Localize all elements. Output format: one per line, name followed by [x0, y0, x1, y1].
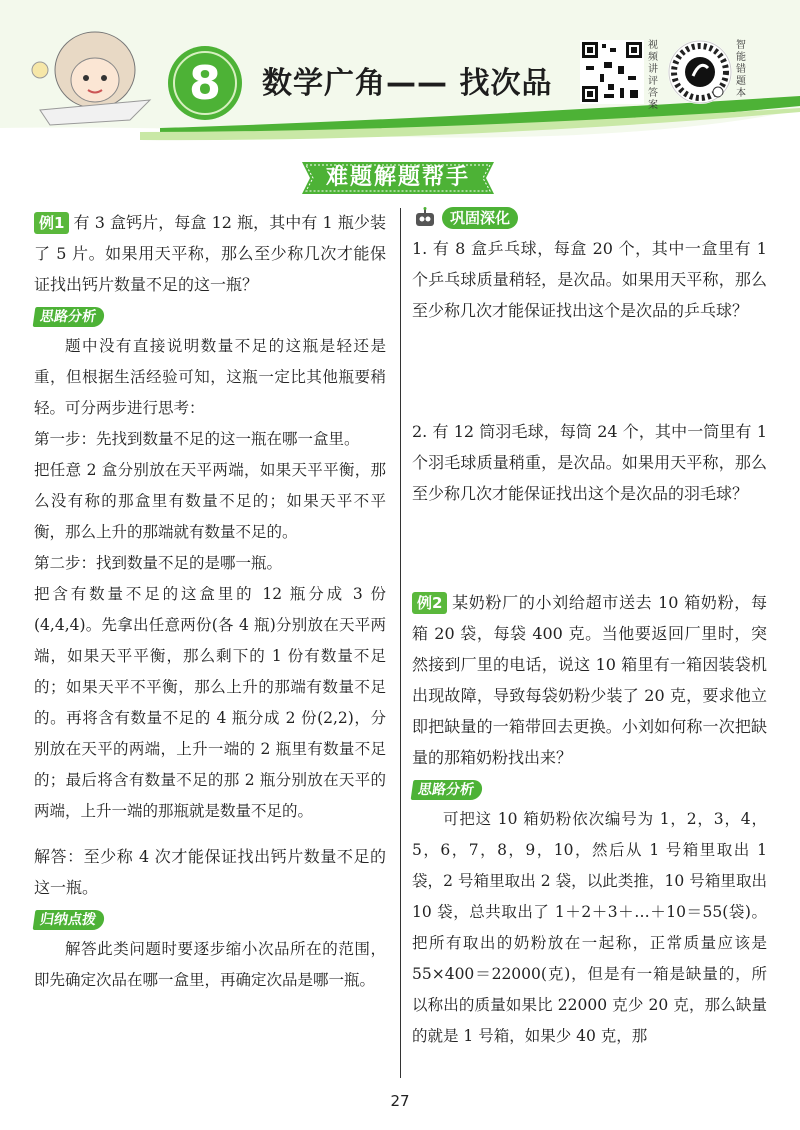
consolidate-label: 巩固深化	[442, 207, 518, 229]
qr-video-label: 视频讲评答案	[648, 40, 658, 111]
chapter-number: 8	[188, 56, 221, 110]
qr-code-wrongbook[interactable]	[668, 40, 732, 104]
chapter-header	[0, 0, 800, 145]
analysis-step-2: 第二步：找到数量不足的是哪一瓶。	[34, 554, 283, 572]
question-2: 2. 有 12 筒羽毛球，每筒 24 个，其中一筒里有 1 个羽毛球质量稍重，是次品。如果用天平称，那么至少称几次才能保证找出这个是次品的羽毛球？	[412, 422, 767, 503]
round-qr-code-icon	[668, 40, 732, 104]
summary-label: 归纳点拨	[33, 910, 106, 930]
consolidate-header	[412, 207, 767, 229]
right-column	[412, 207, 767, 1052]
example-1-text: 有 3 盒钙片，每盒 12 瓶，其中有 1 瓶少装了 5 片。如果用天平称，那么至少称几次才能保证找出钙片数量不足的这一瓶？	[34, 213, 386, 294]
column-divider	[400, 208, 401, 1078]
summary-text: 解答此类问题时要逐步缩小次品所在的范围，即先确定次品在哪一盒里，再确定次品是哪一瓶。	[34, 940, 386, 989]
qr-wrongbook-label: 智能错题本	[736, 40, 746, 99]
left-column	[34, 207, 386, 996]
example-1	[34, 207, 386, 300]
example-1-tag: 例1	[34, 212, 69, 234]
section-banner	[296, 158, 500, 198]
section-banner-title: 难题解题帮手	[325, 165, 470, 190]
example-2-text: 某奶粉厂的小刘给超市送去 10 箱奶粉，每箱 20 袋，每袋 400 克。当他要返回厂里时，突然接到厂里的电话，说这 10 箱里有一箱因装袋机出现故障，导致每袋奶粉少装了 20 克，要求他立即把缺量的一箱带回去更换。小刘如何称一次把缺量的那箱奶粉找出来？	[412, 593, 767, 767]
example-2-tag: 例2	[412, 592, 447, 614]
qr-code-video[interactable]	[580, 40, 644, 104]
analysis-step-2-detail: 把含有数量不足的这盒里的 12 瓶分成 3 份(4,4,4)。先拿出任意两份(各 4 瓶)分别放在天平两端，如果天平平衡，那么剩下的 1 份有数量不足的；如果天平不平衡，那么上升的那端有数量不足的。再将含有数量不足的 4 瓶分成 2 份(2,2)，分别放在天平的两端，上升一端的 2 瓶里有数量不足的；最后将含有数量不足的那 2 瓶分别放在天平的两端，上升一端的那瓶就是数量不足的。	[34, 585, 386, 820]
robot-icon	[412, 207, 438, 229]
qr-code-icon	[580, 40, 644, 104]
analysis-step-1: 第一步：先找到数量不足的这一瓶在哪一盒里。	[34, 430, 360, 448]
answer: 解答：至少称 4 次才能保证找出钙片数量不足的这一瓶。	[34, 847, 386, 897]
analysis-paragraph: 题中没有直接说明数量不足的这瓶是轻还是重，但根据生活经验可知，这瓶一定比其他瓶要稍轻。可分两步进行思考：	[34, 337, 386, 417]
chapter-title: 数学广角—— 找次品	[262, 66, 553, 101]
question-1: 1. 有 8 盒乒乓球，每盒 20 个，其中一盒里有 1 个乒乓球质量稍轻，是次品。如果用天平称，那么至少称几次才能保证找出这个是次品的乒乓球？	[412, 239, 767, 320]
page-number: 27	[390, 1092, 410, 1110]
example-2	[412, 587, 767, 773]
analysis-label-2: 思路分析	[411, 780, 484, 800]
analysis-step-1-detail: 把任意 2 盒分别放在天平两端，如果天平平衡，那么没有称的那盒里有数量不足的；如果天平不平衡，那么上升的那端就有数量不足的。	[34, 461, 386, 541]
analysis-text-2: 可把这 10 箱奶粉依次编号为 1，2，3，4，5，6，7，8，9，10，然后从 1 号箱里取出 1 袋，2 号箱里取出 2 袋，以此类推，10 号箱里取出 10 袋，总共取出了 1＋2＋3＋…＋10＝55(袋)。把所有取出的奶粉放在一起称，正常质量应该是 55×400＝22000(克)，但是有一箱是缺量的，所以称出的质量如果比 22000 克少 20 克，那么缺量的就是 1 号箱，如果少 40 克，那	[412, 810, 767, 1045]
analysis-label: 思路分析	[33, 307, 106, 327]
